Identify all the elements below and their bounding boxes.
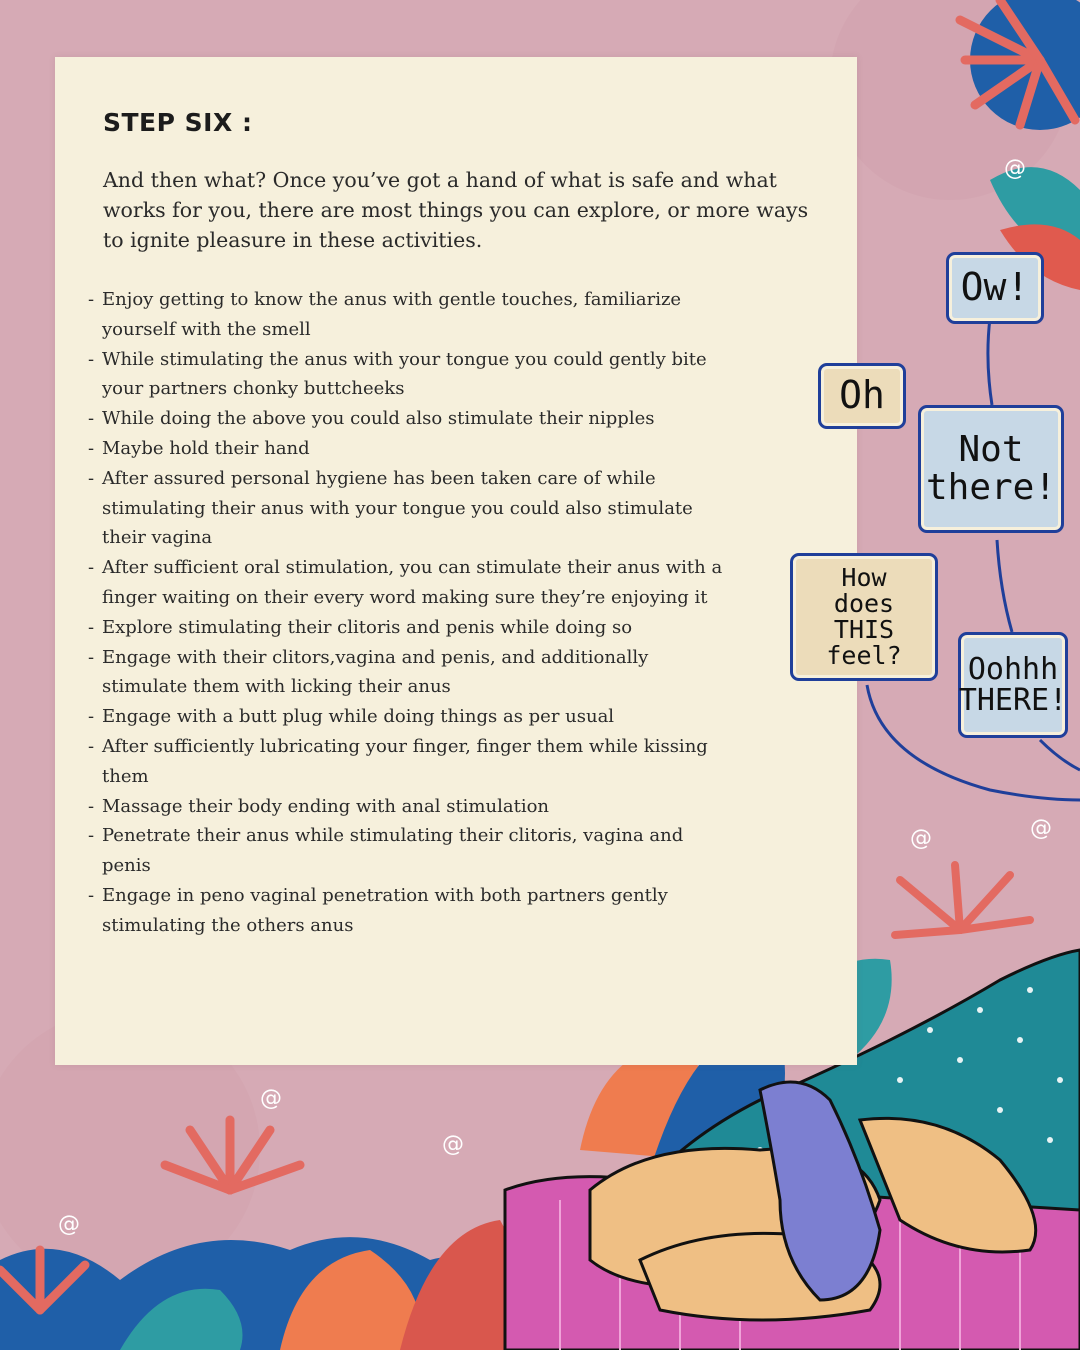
step-heading: STEP SIX : [103, 108, 253, 137]
spiral-doodle-icon: @ [260, 1086, 282, 1111]
list-item: - Engage with their clitors,vagina and penis, and additionally stimulate them with licking their anus [88, 646, 649, 698]
spiral-doodle-icon: @ [58, 1212, 80, 1237]
bubble-not-there: Not there! [918, 405, 1064, 533]
list-item: - After sufficient oral stimulation, you can stimulate their anus with a finger waiting on their every word making sure they’re enjoying it [88, 557, 723, 608]
spiral-doodle-icon: @ [442, 1132, 464, 1157]
list-item: - Enjoy getting to know the anus with gentle touches, familiarize yourself with the smell [88, 289, 682, 340]
list-item: - While stimulating the anus with your tongue you could gently bite your partners chonky buttcheeks [88, 348, 707, 400]
list-item: - Explore stimulating their clitoris and penis while doing so [88, 616, 633, 638]
list-item: - After sufficiently lubricating your finger, finger them while kissing them [88, 735, 708, 787]
spiral-doodle-icon: @ [910, 826, 932, 851]
list-item: - While doing the above you could also stimulate their nipples [88, 408, 655, 430]
list-item: - Engage in peno vaginal penetration with both partners gently stimulating the others anus [88, 884, 668, 936]
bubble-how-does-this-feel: How does THIS feel? [790, 553, 938, 681]
bubble-oohhh-there: Oohhh THERE! [958, 632, 1068, 738]
bubble-ow: Ow! [946, 252, 1044, 324]
list-item: - Penetrate their anus while stimulating their clitoris, vagina and penis [88, 825, 684, 877]
spiral-doodle-icon: @ [1004, 156, 1026, 181]
list-item: - Maybe hold their hand [88, 437, 310, 459]
list-item: - After assured personal hygiene has been taken care of while stimulating their anus with your tongue you could also stimulate their vagina [88, 467, 693, 549]
spiral-doodle-icon: @ [1030, 816, 1052, 841]
list-item: - Engage with a butt plug while doing things as per usual [88, 706, 615, 728]
list-item: - Massage their body ending with anal stimulation [88, 795, 550, 817]
activity-list [88, 285, 728, 941]
intro-paragraph: And then what? Once you’ve got a hand of what is safe and what works for you, there are most things you can explore, or more ways to ignite pleasure in these activities. [103, 168, 809, 252]
bubble-oh: Oh [818, 363, 906, 429]
